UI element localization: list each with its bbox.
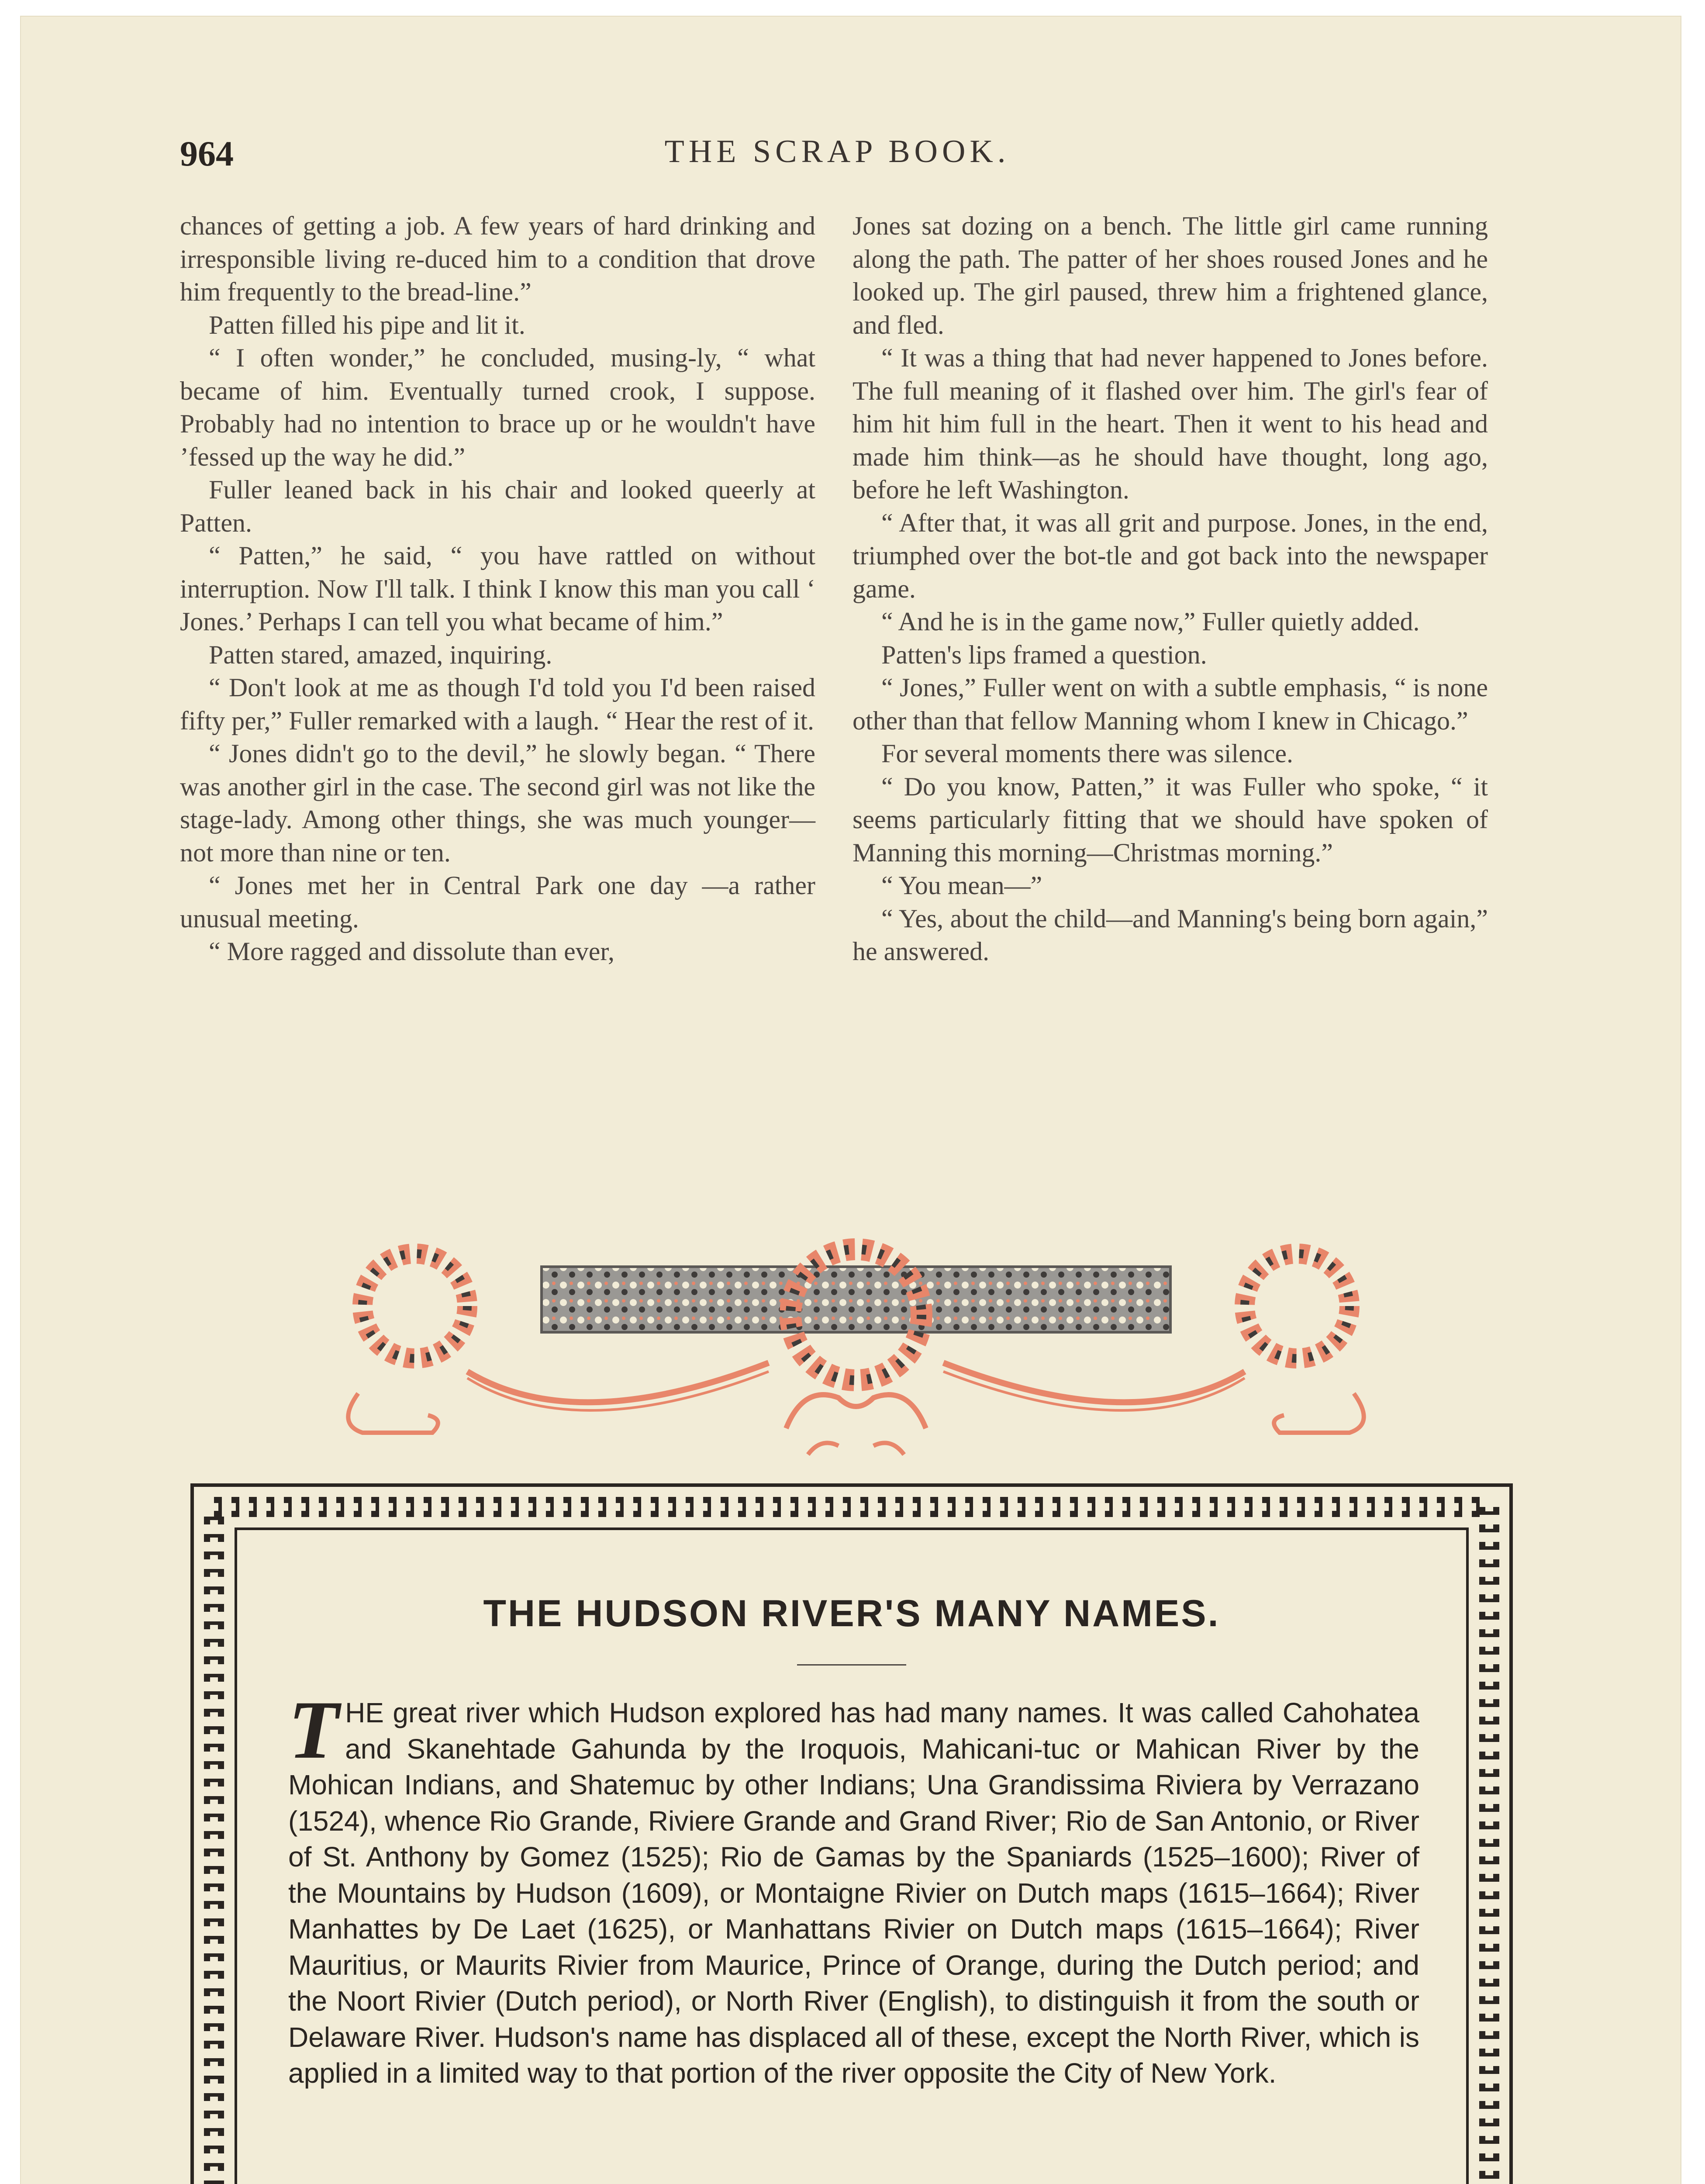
wreath-garland-icon [332, 1227, 1380, 1472]
paragraph: Patten's lips framed a question. [881, 640, 1207, 669]
sidebar-body-text: HE great river which Hudson explored has had many names. It was called Cahohatea and Skanehtade Gahunda by the Iroquois, Mahicani-tuc or Mahican River by the Mohican Indians, and Shatemuc by other Indians; Una Grandissima Riviera by Verrazano (1524), whence Rio Grande, Riviere Grande and Grand River; Rio de San Antonio, or River of St. Anthony by Gomez (1525); Rio de Gamas by the Spaniards (1525–1600); River of the Mountains by Hudson (1609), or Montaigne Rivier on Dutch maps (1615–1664); River Manhattes by De Laet (1625), or Manhattans Rivier on Dutch maps (1615–1664); River Mauritius, or Maurits Rivier from Maurice, Prince of Orange, during the Dutch period; and the Noort Rivier (Dutch period), or North River (English), to distinguish it from the south or Delaware River. Hudson's name has displaced all of these, except the North River, which is applied in a limited way to that portion of the river opposite the City of New York. [288, 1697, 1419, 2089]
running-title: THE SCRAP BOOK. [664, 134, 1010, 169]
drop-cap: T [288, 1684, 339, 1776]
paragraph: “ And he is in the game now,” Fuller quietly added. [881, 607, 1420, 636]
paragraph: “ I often wonder,” he concluded, musing-ly, “ what became of him. Eventually turned crook, I suppose. Probably had no intention to brace up or he wouldn't have ’fessed up the way he did.” [180, 343, 815, 471]
paragraph: “ Don't look at me as though I'd told you I'd been raised fifty per,” Fuller remarked with a laugh. “ Hear the rest of it. [180, 673, 815, 735]
paragraph: “ Jones didn't go to the devil,” he slowly began. “ There was another girl in the case. The second girl was not like the stage-lady. Among other things, she was much younger—not more than nine or ten. [180, 739, 815, 867]
paragraph: “ Jones met her in Central Park one day —a rather unusual meeting. [180, 871, 815, 933]
paragraph: “ More ragged and dissolute than ever, [209, 937, 614, 966]
paragraph: chances of getting a job. A few years of hard drinking and irresponsible living re-duced him to a condition that drove him frequently to the bread-line.” [180, 211, 815, 306]
sidebar-box [188, 1481, 1515, 2184]
story-column-right [852, 210, 1488, 968]
paragraph: Patten filled his pipe and lit it. [209, 310, 525, 339]
paragraph: “ You mean—” [881, 871, 1042, 900]
paragraph: “ Yes, about the child—and Manning's being born again,” he answered. [852, 904, 1488, 966]
paragraph: “ Do you know, Patten,” it was Fuller who spoke, “ it seems particularly fitting that we should have spoken of Manning this morning—Christmas morning.” [852, 772, 1488, 867]
page-number: 964 [180, 134, 234, 173]
paragraph: “ Patten,” he said, “ you have rattled on without interruption. Now I'll talk. I think I know this man you call ‘ Jones.’ Perhaps I can tell you what became of him.” [180, 541, 815, 636]
paragraph: “ It was a thing that had never happened to Jones before. The full meaning of it flashed over him. The girl's fear of him hit him full in the heart. Then it went to his head and made him think—as he should have thought, long ago, before he left Washington. [852, 343, 1488, 504]
paragraph: Fuller leaned back in his chair and looked queerly at Patten. [180, 475, 815, 537]
paragraph: For several moments there was silence. [881, 739, 1294, 768]
paragraph: Patten stared, amazed, inquiring. [209, 640, 552, 669]
paragraph: “ Jones,” Fuller went on with a subtle emphasis, “ is none other than that fellow Manning whom I knew in Chicago.” [852, 673, 1488, 735]
paragraph: “ After that, it was all grit and purpose. Jones, in the end, triumphed over the bot-tle and got back into the newspaper game. [852, 508, 1488, 603]
paragraph: Jones sat dozing on a bench. The little girl came running along the path. The patter of her shoes roused Jones and he looked up. The girl paused, threw him a frightened glance, and fled. [852, 211, 1488, 339]
sidebar-body [288, 1684, 1419, 2091]
page-header [180, 133, 1494, 181]
sidebar-title: THE HUDSON RIVER'S MANY NAMES. [483, 1593, 1220, 1635]
story-column-left [180, 210, 815, 968]
title-divider [797, 1664, 906, 1666]
